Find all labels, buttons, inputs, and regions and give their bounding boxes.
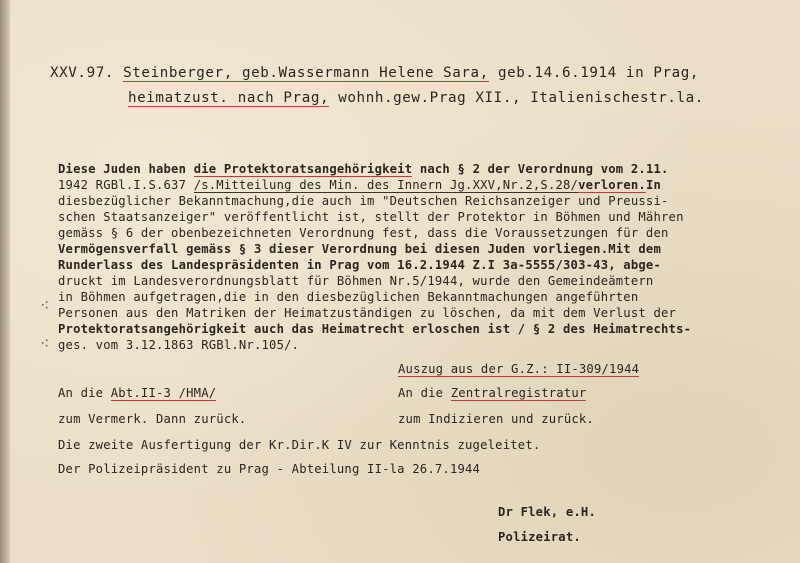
body-text: nach § 2 der Verordnung vom 2.11. [412, 162, 669, 176]
birth-info: geb.14.6.1914 in Prag, [488, 65, 700, 81]
body-line-11: Protektoratsangehörigkeit auch das Heimatrecht erloschen ist / § 2 des Heimatrechts- [58, 322, 692, 336]
body-line-10: Personen aus den Matriken der Heimatzuständigen zu löschen, da mit dem Verlust der [58, 306, 677, 320]
auszug-reference: Auszug aus der G.Z.: II-309/1944 [398, 362, 640, 376]
paper-edge-shadow [0, 0, 10, 563]
body-line-12: ges. vom 3.12.1863 RGBl.Nr.105/. [58, 338, 300, 352]
body-text: Diese Juden haben [58, 162, 194, 176]
department-name: Abt.II-3 /HMA/ [110, 386, 217, 400]
signatory-title: Polizeirat. [498, 530, 581, 544]
body-text: In [645, 178, 662, 192]
registry-name: Zentralregistratur [450, 386, 587, 400]
underlined-reference: /s.Mitteilung des Min. des Innern Jg.XXV,Nr.2,S.28/ [193, 178, 579, 192]
person-name: Steinberger, geb.Wassermann Helene Sara, [123, 65, 489, 81]
margin-mark: ⁖ [40, 296, 50, 315]
note-second-copy: Die zweite Ausfertigung der Kr.Dir.K IV zur Kenntnis zugeleitet. [58, 438, 541, 452]
recipient-left [58, 386, 216, 400]
header-line-2 [128, 91, 704, 105]
residence-status: heimatzust. nach Prag, [128, 90, 330, 106]
body-line-9: in Böhmen aufgetragen,die in den diesbezüglichen Bekanntmachungen angeführten [58, 290, 639, 304]
record-number: XXV.97. [50, 65, 124, 81]
body-line-7: Runderlass des Landespräsidenten in Prag vom 16.2.1944 Z.I 3a-5555/303-43, abge- [58, 258, 661, 272]
body-line-4: schen Staatsanzeiger" veröffentlicht ist, stellt der Protektor in Böhmen und Mähren [58, 210, 684, 224]
body-line-3: diesbezüglicher Bekanntmachung,die auch im "Deutschen Reichsanzeiger und Preussi- [58, 194, 669, 208]
body-text: An die [398, 386, 451, 400]
margin-mark: ⁖ [40, 334, 50, 353]
issuer-line: Der Polizeipräsident zu Prag - Abteilung II-la 26.7.1944 [58, 462, 481, 476]
body-line-1 [58, 162, 669, 176]
body-text: An die [58, 386, 111, 400]
address: wohnh.gew.Prag XII., Italienischestr.la. [329, 90, 704, 106]
header-line-1 [50, 66, 699, 80]
recipient-right [398, 386, 586, 400]
underlined-phrase: die Protektoratsangehörigkeit [193, 162, 413, 176]
body-text: 1942 RGBl.I.S.637 [58, 178, 194, 192]
note-indizieren: zum Indizieren und zurück. [398, 412, 594, 426]
body-line-2 [58, 178, 661, 192]
underlined-verloren: verloren. [578, 178, 646, 192]
body-line-8: druckt im Landesverordnungsblatt für Böhmen Nr.5/1944, wurde den Gemeindeämtern [58, 274, 654, 288]
note-vermerk: zum Vermerk. Dann zurück. [58, 412, 247, 426]
body-line-5: gemäss § 6 der obenbezeichneten Verordnung fest, dass die Voraussetzungen für den [58, 226, 669, 240]
signature: Dr Flek, e.H. [498, 505, 596, 519]
body-line-6: Vermögensverfall gemäss § 3 dieser Verordnung bei diesen Juden vorliegen.Mit dem [58, 242, 661, 256]
